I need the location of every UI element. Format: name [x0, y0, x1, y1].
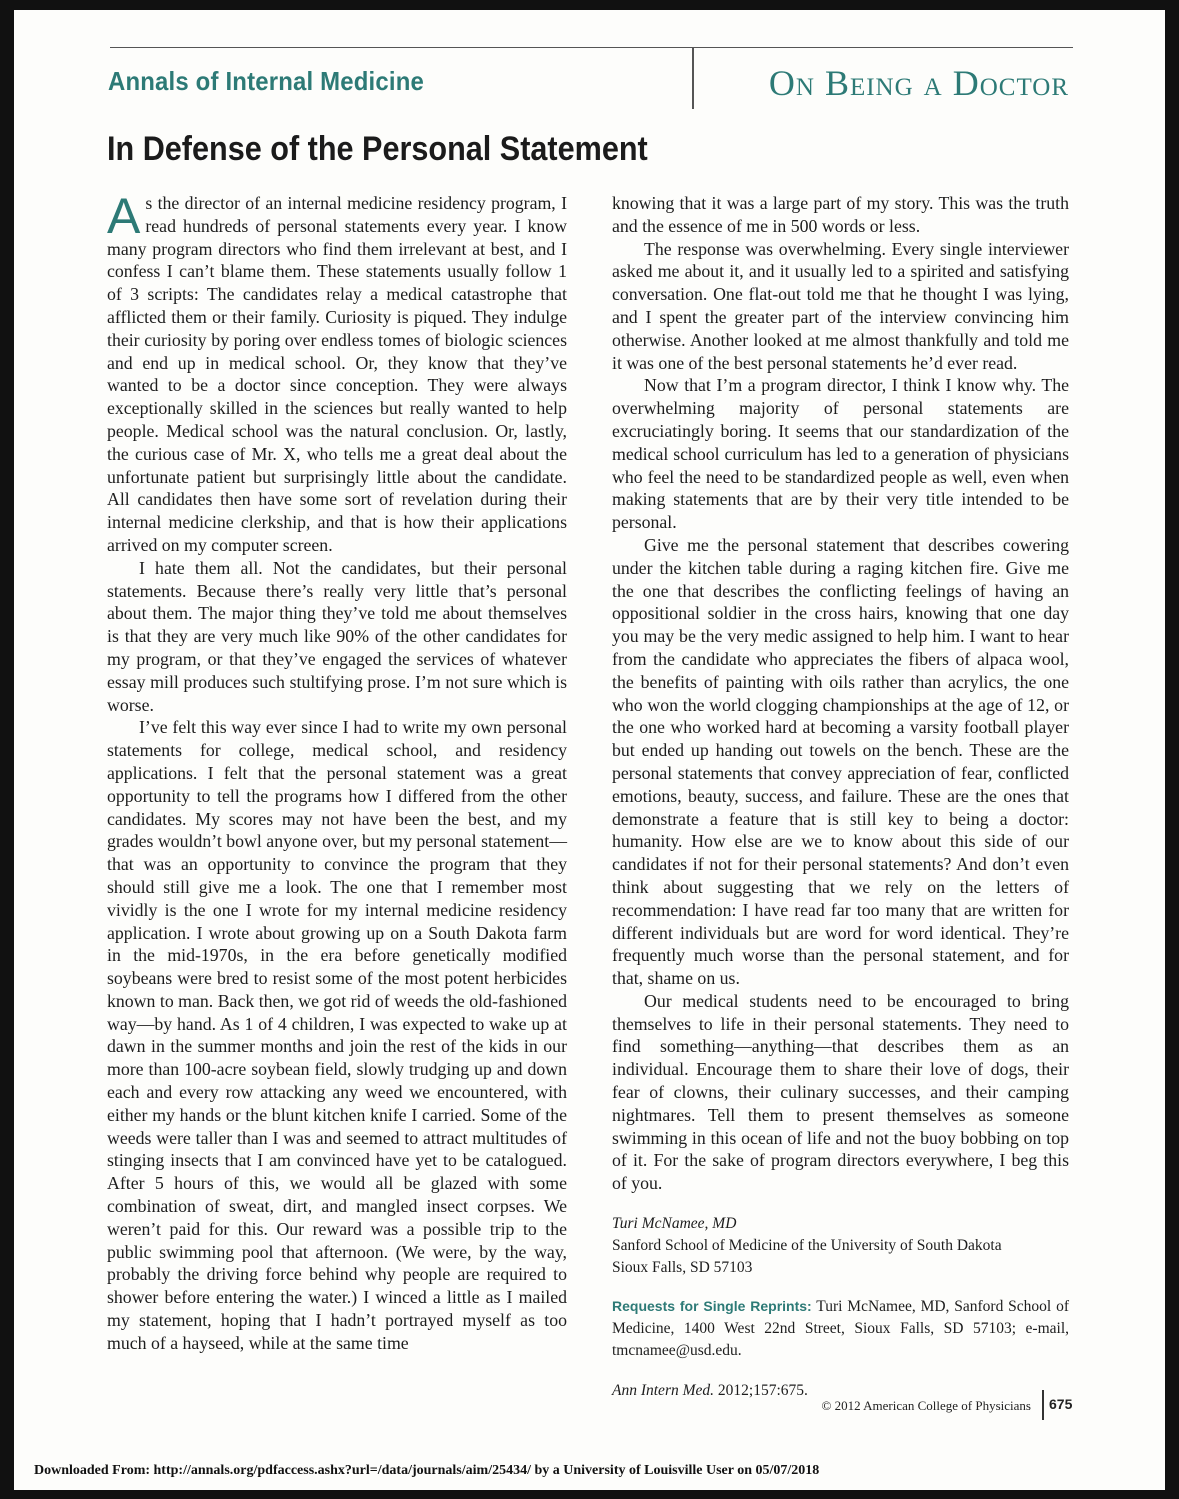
left-column	[107, 188, 567, 1355]
paragraph: I’ve felt this way ever since I had to write my own personal statements for college, medical school, and residency applications. I felt that the personal statement was a great opportunity to tell the programs how I differed from the other candidates. My scores may not have been the best, and my grades wouldn’t bowl anyone over, but my personal statement—that was an opportunity to convince the program that they should still give me a look. The one that I remember most vividly is the one I wrote for my internal medicine residency application. I wrote about growing up on a South Dakota farm in the mid-1970s, in the era before genetically modified soybeans were bred to resist some of the most potent herbicides known to man. Back then, we got rid of weeds the old-fashioned way—by hand. As 1 of 4 children, I was expected to wake up at dawn in the summer months and join the rest of the kids in our more than 100-acre soybean field, slowly trudging up and down each and every row attacking any weed we encountered, with either my hands or the blunt kitchen knife I carried. Some of the weeds were taller than I was and seemed to attract multitudes of stinging insects that I am convinced have yet to be catalogued. After 5 hours of this, we would all be glazed with some combination of sweat, dirt, and mangled insect corpses. We weren’t paid for this. Our reward was a possible trip to the public swimming pool that afternoon. (We were, by the way, probably the driving force behind why people are required to shower before entering the water.) I winced a little as I mailed my statement, hoping that I hadn’t portrayed myself as too much of a hayseed, while at the same time	[107, 717, 567, 1353]
paragraph: Now that I’m a program director, I think I know why. The overwhelming majority of personal statements are excruciatingly boring. It seems that our standardization of the medical school curriculum has led to a generation of physicians who feel the need to be standardized people as well, even when making statements that are by their very title intended to be personal.	[612, 375, 1069, 533]
paragraph-text: s the director of an internal medicine residency program, I read hundreds of personal statements every year. I know many program directors who find them irrelevant at best, and I confess I can’t blame them. These statements usually follow 1 of 3 scripts: The candidates relay a medical catastrophe that afflicted them or their family. Curiosity is piqued. They indulge their curiosity by poring over endless tomes of biologic sciences and end up in medical school. Or, they know that they’ve wanted to be a doctor since conception. They were always exceptionally skilled in the sciences but really wanted to help people. Medical school was the natural conclusion. Or, lastly, the curious case of Mr. X, who tells me a great deal about the unfortunate patient but surprisingly little about the candidate. All candidates then have some sort of revelation during their internal medicine clerkship, and that is how their applications arrived on my computer screen.	[107, 193, 567, 555]
paragraph: Our medical students need to be encouraged to bring themselves to life in their personal statements. They need to find something—anything—that describes them as an individual. Encourage them to share their love of dogs, their fear of clowns, their culinary successes, and their camping nightmares. Tell them to present themselves as someone swimming in this ocean of life and not the buoy bobbing on top of it. For the sake of program directors everywhere, I beg this of you.	[612, 990, 1069, 1194]
reprint-label: Requests for Single Reprints:	[612, 1298, 812, 1315]
paragraph	[107, 188, 567, 557]
author-location: Sioux Falls, SD 57103	[612, 1259, 753, 1277]
footer-divider	[1042, 1390, 1044, 1420]
citation-journal: Ann Intern Med.	[612, 1382, 715, 1400]
journal-name: Annals of Internal Medicine	[108, 66, 424, 96]
paragraph: I hate them all. Not the candidates, but their personal statements. Because there’s really very little that’s personal about them. The major thing they’ve told me about themselves is that they are very much like 90% of the other candidates for my program, or that they’ve engaged the services of whatever essay mill produces such stultifying prose. I’m not sure which is worse.	[107, 557, 567, 715]
paragraph: Give me the personal statement that describes cowering under the kitchen table during a raging kitchen fire. Give me the one that describes the conflicting feelings of having an oppositional soldier in the cross hairs, knowing that one day you may be the very medic assigned to help him. I want to hear from the candidate who appreciates the fibers of alpaca wool, the benefits of painting with oils rather than acrylics, the one who won the world clogging championships at the age of 12, or the one who worked hard at becoming a varsity football player but ended up handing out towels on the bench. These are the personal statements that convey appreciation of fear, conflicted emotions, beauty, success, and failure. These are the ones that demonstrate a feature that is still key to being a doctor: humanity. How else are we to know about this side of our candidates if not for their personal statements? And don’t even think about suggesting that we rely on the letters of recommendation: I have read far too many that are written for different individuals but are word for word identical. They’re frequently much worse than the personal statement, and for that, shame on us.	[612, 534, 1069, 989]
author-signature	[612, 1213, 1069, 1279]
citation-ref: 2012;157:675.	[714, 1382, 808, 1400]
paragraph: knowing that it was a large part of my story. This was the truth and the essence of me in 500 words or less.	[612, 193, 1069, 236]
page-number: 675	[1049, 1396, 1073, 1412]
reprint-request	[612, 1295, 1069, 1362]
article-title: In Defense of the Personal Statement	[107, 130, 648, 168]
article-page	[14, 10, 1165, 1490]
right-column	[612, 192, 1069, 1403]
drop-cap: A	[107, 188, 141, 244]
reprint-address: Turi McNamee, MD, Sanford School of Medicine, 1400 West 22nd Street, Sioux Falls, SD 57103; e-mail, tmcnamee@usd.edu.	[612, 1298, 1069, 1360]
author-name: Turi McNamee, MD	[612, 1215, 737, 1233]
copyright-notice: © 2012 American College of Physicians	[821, 1398, 1031, 1413]
header-divider	[692, 47, 694, 109]
header-rule	[110, 47, 1073, 48]
section-heading: On Being a Doctor	[768, 63, 1069, 103]
paragraph: The response was overwhelming. Every single interviewer asked me about it, and it usually led to a spirited and satisfying conversation. One flat-out told me that he thought I was lying, and I spent the greater part of the interview convincing him otherwise. Another looked at me almost thankfully and told me it was one of the best personal statements he’d ever read.	[612, 238, 1069, 373]
download-notice: Downloaded From: http://annals.org/pdfaccess.ashx?url=/data/journals/aim/25434/ by a University of Louisville User on 05/07/2018	[34, 1463, 820, 1478]
author-affiliation: Sanford School of Medicine of the University of South Dakota	[612, 1237, 1002, 1255]
